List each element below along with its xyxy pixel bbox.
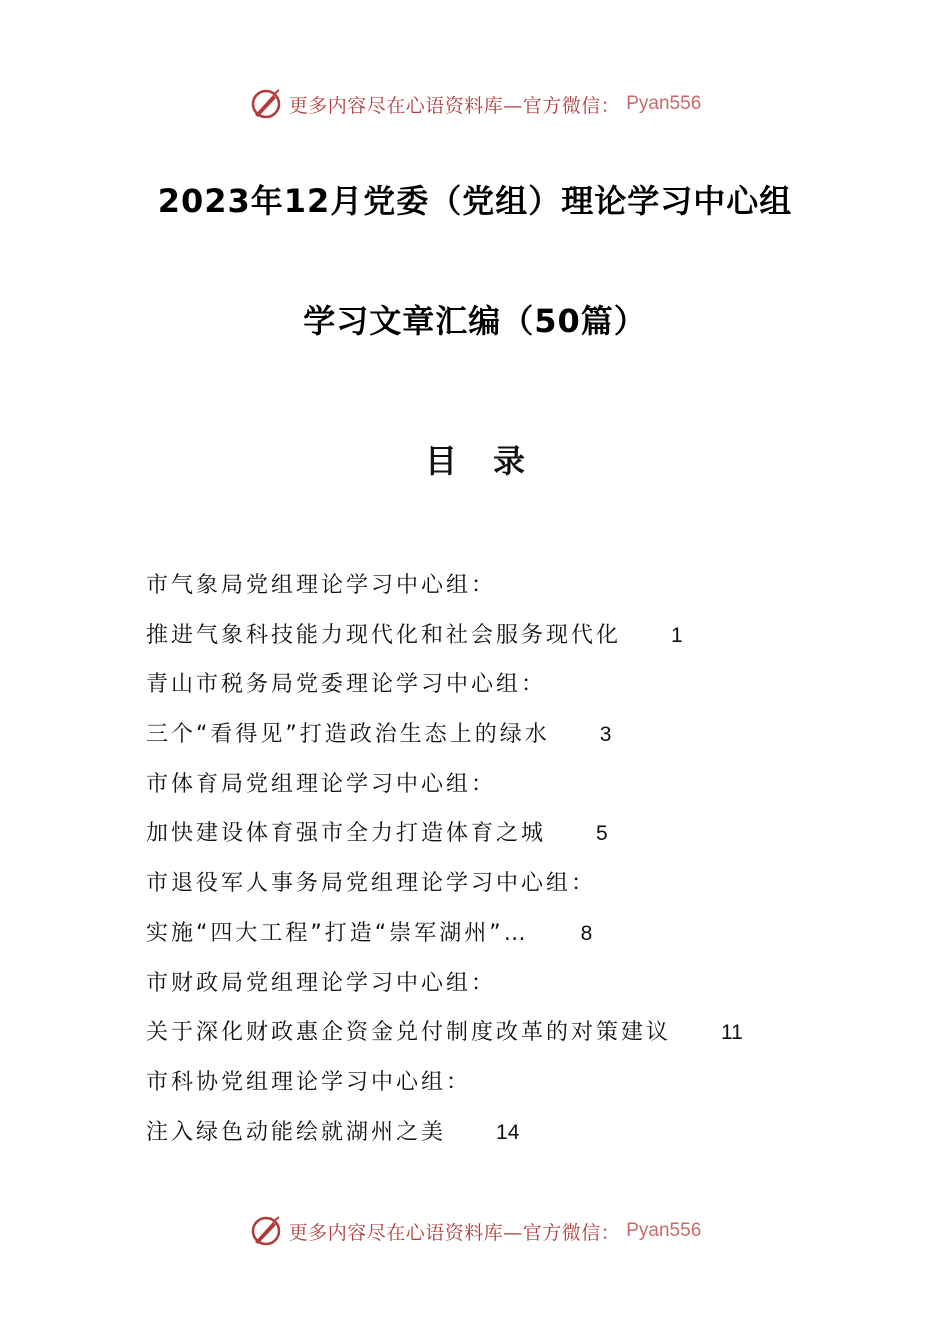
- watermark-wechat-id: Pyan556: [626, 93, 702, 114]
- toc-page-number: 3: [599, 723, 612, 747]
- table-of-contents: [146, 566, 866, 1162]
- toc-entry-org: 市科协党组理论学习中心组：: [146, 1069, 472, 1095]
- document-title-line-2: 学习文章汇编（50篇）: [303, 302, 647, 340]
- toc-entry-title[interactable]: 注入绿色动能绘就湖州之美 14: [146, 1113, 866, 1163]
- toc-page-number: 8: [580, 921, 593, 945]
- toc-heading: [0, 436, 950, 482]
- quill-logo-icon: [249, 1214, 283, 1248]
- toc-page-number: 1: [671, 623, 683, 647]
- watermark-text: 更多内容尽在心语资料库—官方微信：: [288, 94, 621, 117]
- toc-entry-org: 青山市税务局党委理论学习中心组：: [146, 672, 547, 698]
- toc-page-number: 5: [596, 822, 608, 846]
- toc-entry-org: 市气象局党组理论学习中心组：: [146, 573, 497, 598]
- watermark-text: 更多内容尽在心语资料库—官方微信：: [288, 1221, 621, 1244]
- toc-entry-org: 市财政局党组理论学习中心组：: [146, 970, 497, 996]
- toc-entry-title[interactable]: 实施“四大工程”打造“崇军湖州”… 8: [146, 914, 866, 964]
- toc-entry-org: 市退役军人事务局党组理论学习中心组：: [146, 871, 597, 897]
- toc-heading-text: 目录: [424, 442, 561, 480]
- watermark-wechat-id: Pyan556: [626, 1220, 702, 1241]
- toc-page-number: 14: [496, 1120, 520, 1144]
- toc-entry-title[interactable]: 加快建设体育强市全力打造体育之城 5: [146, 814, 866, 864]
- header-watermark: [0, 84, 950, 124]
- toc-entry-title[interactable]: 关于深化财政惠企资金兑付制度改革的对策建议 11: [146, 1013, 866, 1063]
- document-title-line-1: 2023年12月党委（党组）理论学习中心组: [157, 182, 793, 220]
- footer-watermark: [0, 1211, 950, 1251]
- toc-entry-title[interactable]: 推进气象科技能力现代化和社会服务现代化 1: [146, 616, 866, 666]
- quill-logo-icon: [249, 87, 283, 121]
- toc-entry-title[interactable]: 三个“看得见”打造政治生态上的绿水 3: [146, 715, 866, 765]
- toc-page-number: 11: [721, 1021, 743, 1045]
- toc-entry-org: 市体育局党组理论学习中心组：: [146, 771, 497, 797]
